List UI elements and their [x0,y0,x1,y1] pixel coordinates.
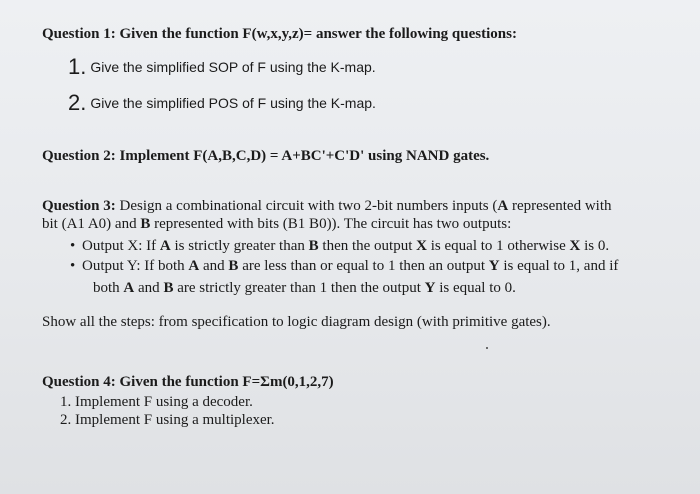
question-4-item-2: 2. Implement F using a multiplexer. [60,412,275,428]
text-span: are strictly greater than 1 then the output [173,280,425,296]
question-2-title: Question 2: Implement F(A,B,C,D) = A+BC'+C'D' using NAND gates. [42,148,490,164]
question-4-item-1: 1. Implement F using a decoder. [60,394,253,410]
var-b: B [163,280,174,296]
var-b: B [140,216,151,232]
text-span: are less than or equal to 1 then an output [238,258,489,274]
question-3-bullet-x [70,238,609,255]
var-x: X [416,238,427,254]
speck-mark [486,347,488,349]
question-4-title: Question 4: Given the function F=Σm(0,1,2,7) [42,374,334,390]
text-span: Design a combinational circuit with two 2-bit numbers inputs ( [115,198,498,214]
question-3-label: Question 3: [42,198,116,214]
text-span: is equal to 1 otherwise [427,238,570,254]
text-span: represented with [508,198,612,214]
text-span: both [93,280,124,296]
question-3-bullet-y-continued [93,280,516,297]
question-3-line-2 [42,216,511,233]
text-span: and [199,258,229,274]
text-span: bit (A1 A0) and [42,216,141,232]
item-number: 1. [68,54,87,79]
bullet-icon: • [70,258,76,274]
var-a: A [497,198,509,214]
var-x: X [569,238,581,254]
var-a: A [159,238,171,254]
var-a: A [188,258,200,274]
item-number: 2. [68,90,87,115]
var-b: B [228,258,239,274]
text-span: Output X: If [82,238,160,254]
text-span: is equal to 1, and if [499,258,619,274]
question-1-item-1 [68,54,376,80]
var-y: Y [488,258,500,274]
text-span: and [134,280,164,296]
item-text: Give the simplified SOP of F using the K-map. [90,59,376,75]
question-3-show-steps: Show all the steps: from specification to logic diagram design (with primitive gates). [42,314,551,330]
bullet-icon: • [70,238,76,254]
item-text: Give the simplified POS of F using the K-map. [90,95,376,111]
text-span: is equal to 0. [435,280,516,296]
text-span: then the output [318,238,417,254]
var-a: A [123,280,135,296]
question-1-item-2 [68,90,376,116]
question-1-title: Question 1: Given the function F(w,x,y,z)= answer the following questions: [42,26,517,42]
text-span: is 0. [580,238,610,254]
var-b: B [308,238,319,254]
text-span: Output Y: If both [82,258,189,274]
question-3-line-1 [42,198,612,215]
var-y: Y [424,280,436,296]
text-span: is strictly greater than [170,238,309,254]
question-3-bullet-y [70,258,618,275]
text-span: represented with bits (B1 B0)). The circuit has two outputs: [150,216,512,232]
